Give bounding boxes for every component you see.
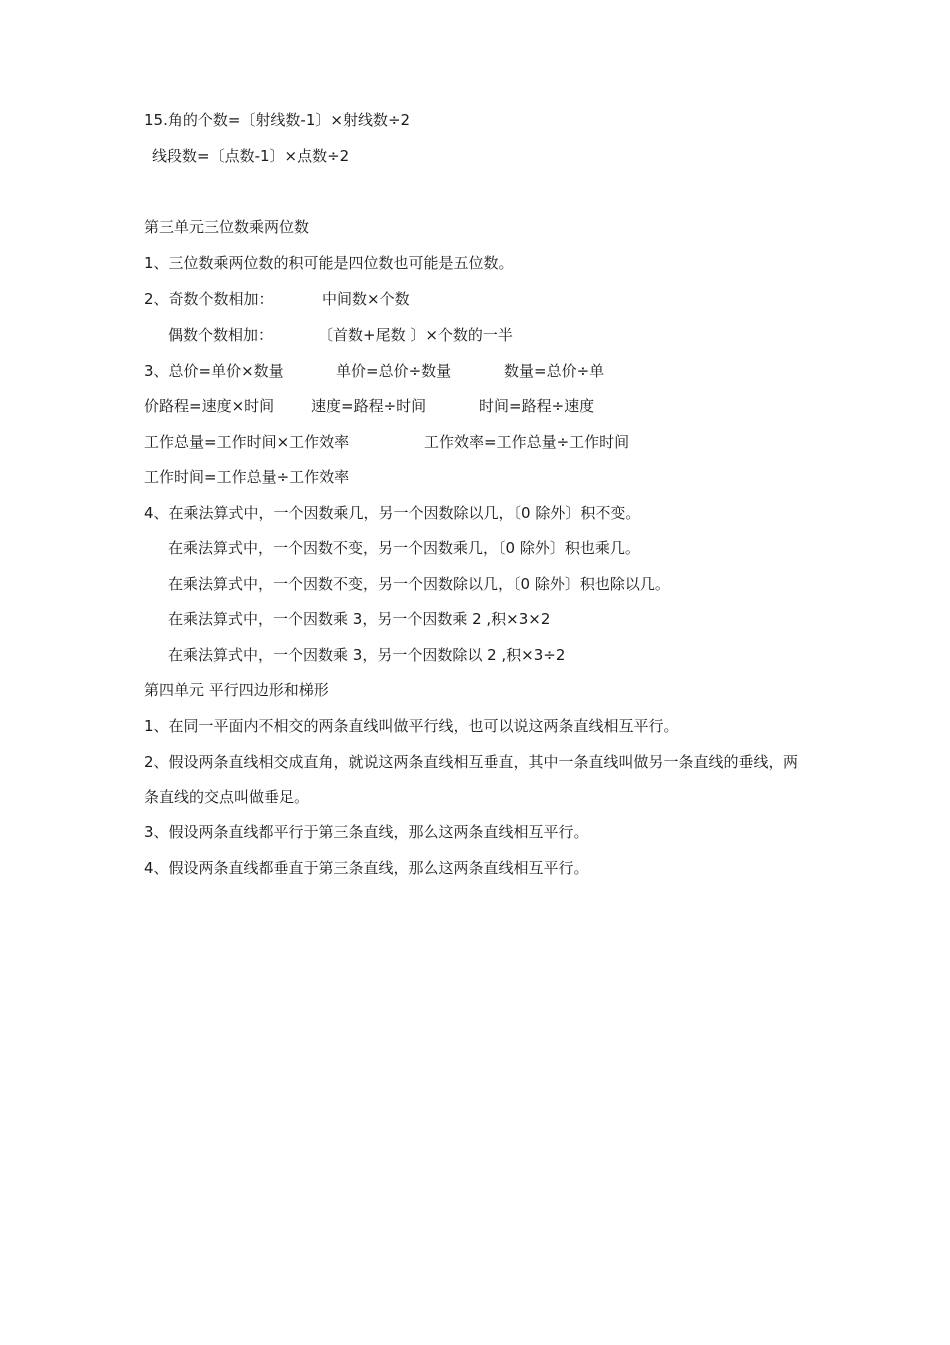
formula-angle-count: 15.角的个数=〔射线数-1〕×射线数÷2: [144, 111, 411, 129]
unit3-item4-line1: 4、在乘法算式中，一个因数乘几，另一个因数除以几，〔0 除外〕积不变。: [144, 504, 641, 522]
unit4-item1: 1、在同一平面内不相交的两条直线叫做平行线，也可以说这两条直线相互平行。: [144, 717, 679, 735]
unit3-item3-time: 时间=路程÷速度: [479, 397, 595, 415]
unit4-item2-line1-end: 两: [783, 753, 799, 771]
unit3-item3-speed: 速度=路程÷时间: [311, 397, 427, 415]
unit3-item2-value: 中间数×个数: [322, 290, 410, 308]
unit3-item3-work-time: 工作时间=工作总量÷工作效率: [144, 468, 350, 486]
unit3-item3-unit-price: 单价=总价÷数量: [336, 362, 452, 380]
unit3-item3-quantity: 数量=总价÷单: [504, 362, 605, 380]
unit3-item2b-label: 偶数个数相加：: [168, 326, 274, 344]
unit3-item1: 1、三位数乘两位数的积可能是四位数也可能是五位数。: [144, 254, 514, 272]
unit3-item3-work-total: 工作总量=工作时间×工作效率: [144, 433, 350, 451]
unit3-item3-work-efficiency: 工作效率=工作总量÷工作时间: [424, 433, 630, 451]
unit3-item3-total-price: 3、总价=单价×数量: [144, 362, 284, 380]
unit3-item4-line3: 在乘法算式中，一个因数不变，另一个因数除以几，〔0 除外〕积也除以几。: [168, 575, 670, 593]
unit4-item2-line1: 2、假设两条直线相交成直角，就说这两条直线相互垂直，其中一条直线叫做另一条直线的垂线，: [144, 753, 784, 771]
unit3-item3-distance: 价路程=速度×时间: [144, 397, 275, 415]
unit3-item2b-value: 〔首数+尾数 〕×个数的一半: [318, 326, 513, 344]
unit3-item2-label: 2、奇数个数相加：: [144, 290, 274, 308]
formula-segment-count: 线段数=〔点数-1〕×点数÷2: [152, 147, 350, 165]
unit4-item4: 4、假设两条直线都垂直于第三条直线，那么这两条直线相互平行。: [144, 859, 589, 877]
unit3-item4-line2: 在乘法算式中，一个因数不变，另一个因数乘几，〔0 除外〕积也乘几。: [168, 539, 640, 557]
unit3-item4-line5: 在乘法算式中，一个因数乘 3，另一个因数除以 2 ,积×3÷2: [168, 646, 566, 664]
unit3-heading: 第三单元三位数乘两位数: [144, 218, 310, 236]
unit4-item2-line2: 条直线的交点叫做垂足。: [144, 788, 310, 806]
unit4-heading: 第四单元 平行四边形和梯形: [144, 681, 329, 699]
unit3-item4-line4: 在乘法算式中，一个因数乘 3，另一个因数乘 2 ,积×3×2: [168, 610, 551, 628]
unit4-item3: 3、假设两条直线都平行于第三条直线，那么这两条直线相互平行。: [144, 823, 589, 841]
